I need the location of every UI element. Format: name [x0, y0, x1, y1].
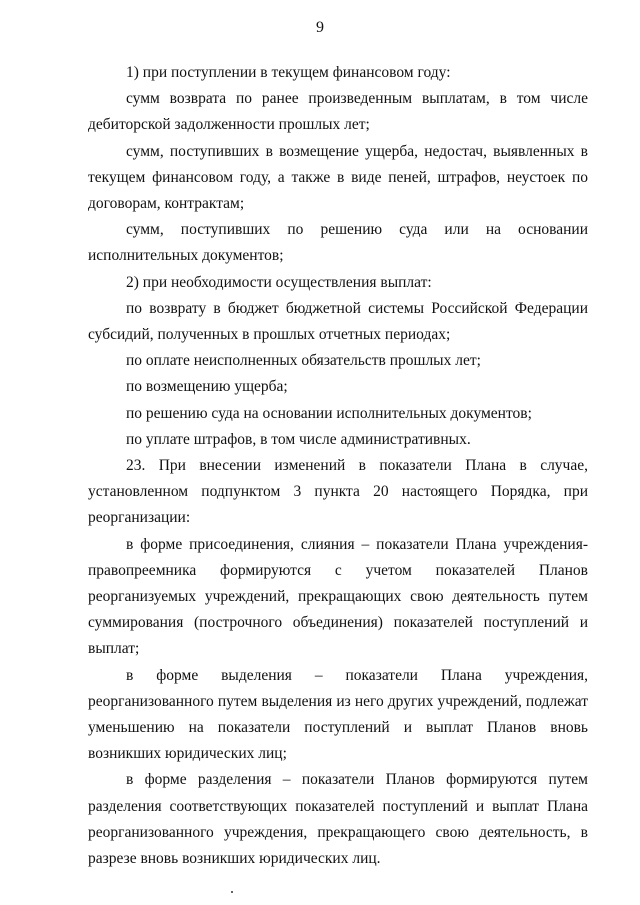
paragraph-refund-amounts: сумм возврата по ранее произведенным выплатам, в том числе дебиторской задолженности прошлых лет; [88, 90, 588, 134]
paragraph-court-amounts: сумм, поступивших по решению суда или на основании исполнительных документов; [88, 221, 588, 265]
paragraph-damage-compensation: сумм, поступивших в возмещение ущерба, недостач, выявленных в текущем финансовом году, а также в виде пеней, штрафов, неустоек по договорам, контрактам; [88, 142, 588, 213]
document-body [88, 60, 588, 872]
paragraph-court-decision: по решению суда на основании исполнительных документов; [126, 404, 532, 422]
paragraph-division: в форме разделения – показатели Планов формируются путем разделения соответствующих показателей поступлений и выплат Плана реорганизованного учреждения, прекращающего свою деятельность, в разрезе вновь возникших юридических лиц. [88, 771, 588, 868]
paragraph-unfulfilled-obligations: по оплате неисполненных обязательств прошлых лет; [126, 352, 481, 370]
paragraph-subsidy-return: по возврату в бюджет бюджетной системы Российской Федерации субсидий, полученных в прошлых отчетных периодах; [88, 299, 588, 344]
paragraph-section-23: 23. При внесении изменений в показатели Плана в случае, установленном подпунктом 3 пункта 20 настоящего Порядка, при реорганизации: [88, 457, 588, 527]
page-number: 9 [316, 19, 324, 36]
paragraph-payments-intro: 2) при необходимости осуществления выплат: [126, 273, 432, 291]
paragraph-receipts-intro: 1) при поступлении в текущем финансовом году: [126, 64, 451, 81]
paragraph-merger: в форме присоединения, слияния – показатели Плана учреждения-правопреемника формируются с учетом показателей Планов реорганизуемых учреждений, прекращающих свою деятельность путем суммирования (построчного объединения) показателей поступлений и выплат; [88, 535, 588, 658]
paragraph-spin-off: в форме выделения – показатели Плана учреждения, реорганизованного путем выделения из него других учреждений, подлежат уменьшению на показатели поступлений и выплат Планов вновь возникших юридических лиц; [88, 666, 588, 763]
paragraph-fines: по уплате штрафов, в том числе административных. [126, 430, 471, 448]
scan-artifact-dot [231, 891, 233, 893]
paragraph-damage-reimbursement: по возмещению ущерба; [126, 378, 288, 396]
